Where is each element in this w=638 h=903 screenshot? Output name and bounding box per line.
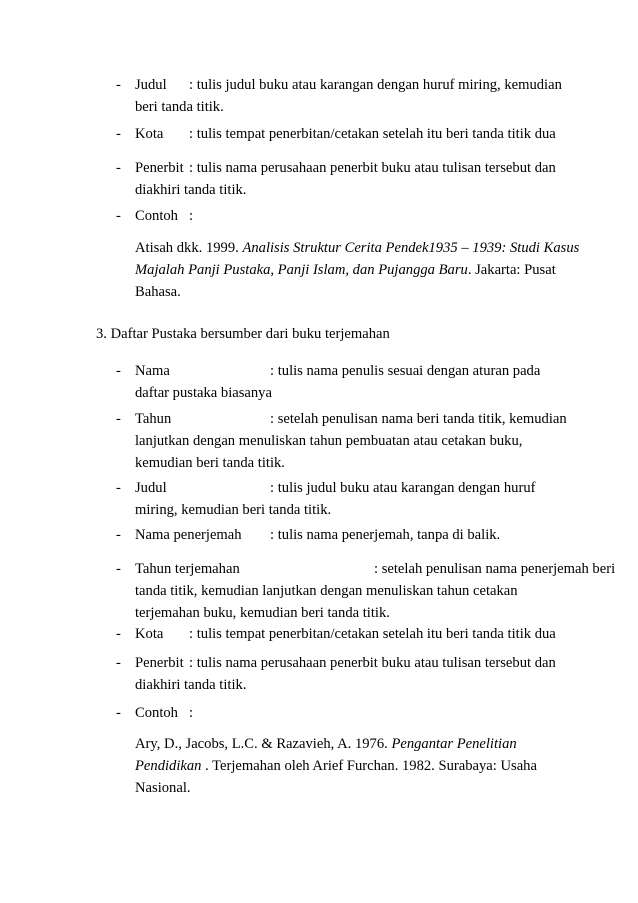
citation-title: Pengantar Penelitian xyxy=(391,736,517,752)
citation-text: Nasional. xyxy=(135,780,191,796)
item-colon: : xyxy=(270,411,275,427)
item-label: Nama penerjemah xyxy=(135,527,242,543)
citation-text: . Terjemahan oleh Arief Furchan. 1982. Surabaya: Usaha xyxy=(201,758,537,774)
item-label: Judul xyxy=(135,77,167,93)
bullet-dash: - xyxy=(116,208,121,224)
example-citation xyxy=(135,733,555,799)
item-label: Tahun terjemahan xyxy=(135,561,240,577)
citation-text: . Jakarta: Pusat xyxy=(467,262,556,278)
item-text: tulis nama penerjemah, tanpa di balik. xyxy=(277,527,501,543)
item-label: Tahun xyxy=(135,411,172,427)
item-label: Judul xyxy=(135,480,167,496)
item-text-continued: terjemahan buku, kemudian beri tanda titik. xyxy=(135,605,390,621)
citation-title: Pendidikan xyxy=(135,758,202,774)
item-label: Contoh xyxy=(135,705,178,721)
bullet-dash: - xyxy=(116,705,121,721)
item-colon: : xyxy=(270,527,275,543)
item-text-continued: tanda titik, kemudian lanjutkan dengan menuliskan tahun cetakan xyxy=(135,583,518,599)
citation-text: Bahasa. xyxy=(135,284,181,300)
item-text: tulis nama penulis sesuai dengan aturan pada xyxy=(277,363,541,379)
item-text: tulis nama perusahaan penerbit buku atau tulisan tersebut dan xyxy=(196,655,556,671)
item-colon: : xyxy=(374,561,379,577)
bullet-dash: - xyxy=(116,411,121,427)
item-colon: : xyxy=(189,77,194,93)
item-label: Penerbit xyxy=(135,160,184,176)
bullet-dash: - xyxy=(116,363,121,379)
bullet-dash: - xyxy=(116,655,121,671)
bullet-dash: - xyxy=(116,77,121,93)
item-text: tulis tempat penerbitan/cetakan setelah itu beri tanda titik dua xyxy=(196,126,556,142)
item-text-continued: beri tanda titik. xyxy=(135,99,224,115)
item-text: tulis nama perusahaan penerbit buku atau tulisan tersebut dan xyxy=(196,160,556,176)
citation-title: Majalah Panji Pustaka, Panji Islam, dan Pujangga Baru xyxy=(135,262,468,278)
item-text-continued: lanjutkan dengan menuliskan tahun pembuatan atau cetakan buku, xyxy=(135,433,523,449)
item-colon: : xyxy=(189,208,194,224)
item-text-continued: kemudian beri tanda titik. xyxy=(135,455,285,471)
item-colon: : xyxy=(270,480,275,496)
item-label: Kota xyxy=(135,126,164,142)
section-heading: 3. Daftar Pustaka bersumber dari buku terjemahan xyxy=(96,326,390,342)
bullet-dash: - xyxy=(116,626,121,642)
bullet-dash: - xyxy=(116,527,121,543)
bullet-dash: - xyxy=(116,126,121,142)
item-text: setelah penulisan nama beri tanda titik, kemudian xyxy=(277,411,567,427)
item-colon: : xyxy=(189,126,194,142)
citation-title: Analisis Struktur Cerita Pendek1935 – 1939: Studi Kasus xyxy=(242,240,580,256)
item-text: tulis tempat penerbitan/cetakan setelah itu beri tanda titik dua xyxy=(196,626,556,642)
item-colon: : xyxy=(189,160,194,176)
item-text: tulis judul buku atau karangan dengan huruf miring, kemudian xyxy=(196,77,562,93)
citation-text: Atisah dkk. 1999. xyxy=(135,240,243,256)
item-colon: : xyxy=(189,655,194,671)
bullet-dash: - xyxy=(116,561,121,577)
item-text: tulis judul buku atau karangan dengan huruf xyxy=(277,480,536,496)
item-colon: : xyxy=(189,705,194,721)
item-text-continued: miring, kemudian beri tanda titik. xyxy=(135,502,332,518)
item-label: Contoh xyxy=(135,208,178,224)
bullet-dash: - xyxy=(116,480,121,496)
item-text-continued: diakhiri tanda titik. xyxy=(135,677,247,693)
item-colon: : xyxy=(189,626,194,642)
citation-text: Ary, D., Jacobs, L.C. & Razavieh, A. 1976. xyxy=(135,736,392,752)
example-citation xyxy=(135,237,580,303)
item-text-continued: diakhiri tanda titik. xyxy=(135,182,247,198)
item-text-continued: daftar pustaka biasanya xyxy=(135,385,272,401)
item-text: setelah penulisan nama penerjemah beri xyxy=(381,561,616,577)
item-label: Nama xyxy=(135,363,170,379)
item-label: Penerbit xyxy=(135,655,184,671)
bullet-dash: - xyxy=(116,160,121,176)
item-colon: : xyxy=(270,363,275,379)
item-label: Kota xyxy=(135,626,164,642)
